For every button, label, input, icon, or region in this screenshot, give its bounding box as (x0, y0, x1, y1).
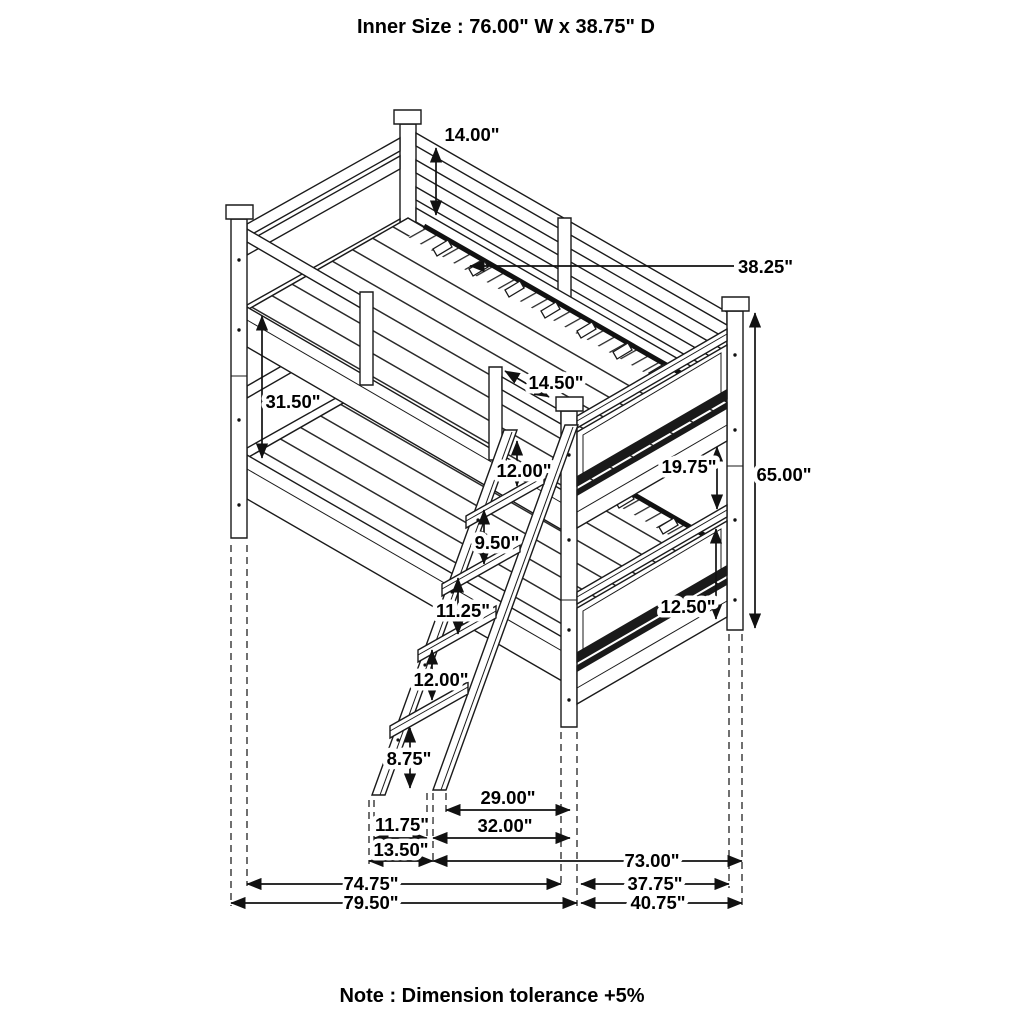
dimension-label: 40.75" (630, 892, 686, 913)
dim-ladder-span (433, 815, 570, 838)
dim-overall-height (755, 313, 812, 628)
dim-side-length (433, 850, 742, 871)
dimension-label: 14.00" (444, 124, 500, 145)
dim-foot-gap (661, 447, 717, 509)
dimension-label: 13.50" (373, 839, 429, 860)
dimension-label: 9.50" (474, 532, 520, 553)
dim-width-inner (247, 873, 561, 894)
dimension-label: 8.75" (386, 748, 432, 769)
dim-overall-width (231, 892, 577, 913)
dimension-label: 79.50" (343, 892, 399, 913)
dimension-label: 12.50" (660, 596, 716, 617)
dimension-label: 74.75" (343, 873, 399, 894)
dimension-label: 14.50" (528, 372, 584, 393)
dimension-label: 38.25" (738, 256, 794, 277)
dimension-label: 73.00" (624, 850, 680, 871)
dimension-label: 12.00" (496, 460, 552, 481)
dimension-label: 32.00" (477, 815, 533, 836)
dimension-label: 19.75" (661, 456, 717, 477)
dimension-label: 12.00" (413, 669, 469, 690)
dim-depth-inner (581, 873, 729, 894)
dim-ladder-clearance (446, 787, 570, 810)
dim-overall-depth (581, 892, 742, 913)
dimension-label: 31.50" (265, 391, 321, 412)
dimension-label: 29.00" (480, 787, 536, 808)
dimension-label: 11.75" (374, 814, 430, 835)
dimension-label: 65.00" (756, 464, 812, 485)
dim-ladder-foot (374, 814, 429, 838)
dimension-label: 11.25" (435, 600, 491, 621)
dimension-label: 37.75" (627, 873, 683, 894)
page-title: Inner Size : 76.00" W x 38.75" D (357, 16, 655, 38)
dim-ladder-base (369, 839, 433, 861)
tolerance-note: Note : Dimension tolerance +5% (339, 985, 645, 1007)
